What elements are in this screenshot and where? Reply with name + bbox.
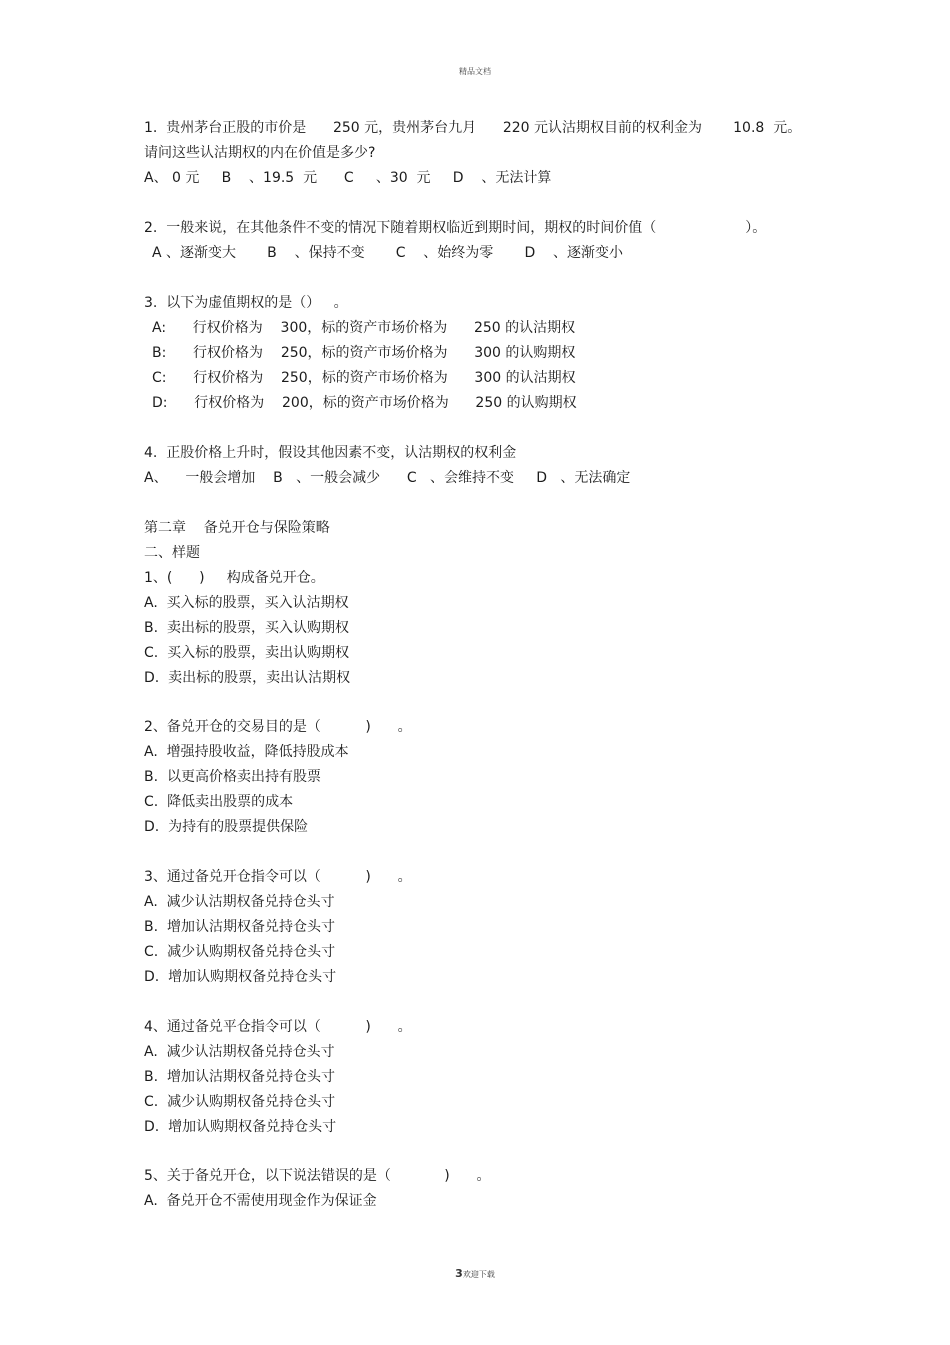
sample-2-option-a: A. 增强持股收益，降低持股成本 — [144, 744, 349, 760]
question-3-option-d: D: 行权价格为 200，标的资产市场价格为 250 的认购期权 — [152, 395, 577, 411]
section-title: 二、样题 — [144, 545, 200, 561]
footer-text: 欢迎下载 — [462, 1270, 495, 1279]
sample-3-option-c: C. 减少认购期权备兑持仓头寸 — [144, 944, 336, 960]
question-1-stem-cont: 请问这些认沽期权的内在价值是多少? — [144, 145, 376, 161]
chapter-title: 第二章 备兑开仓与保险策略 — [144, 520, 330, 536]
sample-4-option-c: C. 减少认购期权备兑持仓头寸 — [144, 1094, 336, 1110]
question-4-stem: 4. 正股价格上升时，假设其他因素不变，认沽期权的权利金 — [144, 445, 517, 461]
question-1-options: A、 0 元 B 、19.5 元 C 、30 元 D 、无法计算 — [144, 170, 552, 186]
sample-1-stem: 1、( ) 构成备兑开仓。 — [144, 570, 325, 586]
sample-3-stem: 3、通过备兑开仓指令可以（ ) 。 — [144, 869, 412, 885]
sample-5-option-a: A. 备兑开仓不需使用现金作为保证金 — [144, 1193, 377, 1209]
sample-2-stem: 2、备兑开仓的交易目的是（ ) 。 — [144, 719, 412, 735]
sample-1-option-a: A. 买入标的股票，买入认沽期权 — [144, 595, 349, 611]
question-3-option-b: B: 行权价格为 250，标的资产市场价格为 300 的认购期权 — [152, 345, 576, 361]
question-3-stem: 3. 以下为虚值期权的是（） 。 — [144, 295, 348, 311]
sample-2-option-c: C. 降低卖出股票的成本 — [144, 794, 294, 810]
sample-4-option-a: A. 减少认沽期权备兑持仓头寸 — [144, 1044, 335, 1060]
sample-3-option-b: B. 增加认沽期权备兑持仓头寸 — [144, 919, 335, 935]
sample-1-option-c: C. 买入标的股票，卖出认购期权 — [144, 645, 350, 661]
sample-5-stem: 5、关于备兑开仓，以下说法错误的是（ ) 。 — [144, 1168, 491, 1184]
sample-4-option-d: D. 增加认购期权备兑持仓头寸 — [144, 1119, 337, 1135]
page-footer — [0, 1262, 950, 1281]
page-number: 3 — [455, 1267, 463, 1280]
question-2-stem: 2. 一般来说，在其他条件不变的情况下随着期权临近到期时间，期权的时间价值（ ）。 — [144, 220, 767, 236]
sample-2-option-b: B. 以更高价格卖出持有股票 — [144, 769, 321, 785]
sample-3-option-a: A. 减少认沽期权备兑持仓头寸 — [144, 894, 335, 910]
sample-4-option-b: B. 增加认沽期权备兑持仓头寸 — [144, 1069, 335, 1085]
sample-2-option-d: D. 为持有的股票提供保险 — [144, 819, 309, 835]
sample-1-option-d: D. 卖出标的股票，卖出认沽期权 — [144, 670, 351, 686]
sample-3-option-d: D. 增加认购期权备兑持仓头寸 — [144, 969, 337, 985]
sample-1-option-b: B. 卖出标的股票，买入认购期权 — [144, 620, 349, 636]
sample-4-stem: 4、通过备兑平仓指令可以（ ) 。 — [144, 1019, 412, 1035]
question-2-options: A 、逐渐变大 B 、保持不变 C 、始终为零 D 、逐渐变小 — [152, 245, 624, 261]
question-1-stem: 1. 贵州茅台正股的市价是 250 元，贵州茅台九月 220 元认沽期权目前的权利金为 10.8 元。 — [144, 120, 802, 136]
header-note: 精品文档 — [459, 67, 491, 76]
question-3-option-a: A: 行权价格为 300，标的资产市场价格为 250 的认沽期权 — [152, 320, 576, 336]
question-3-option-c: C: 行权价格为 250，标的资产市场价格为 300 的认沽期权 — [152, 370, 576, 386]
question-4-options: A、 一般会增加 B 、一般会减少 C 、会维持不变 D 、无法确定 — [144, 470, 631, 486]
